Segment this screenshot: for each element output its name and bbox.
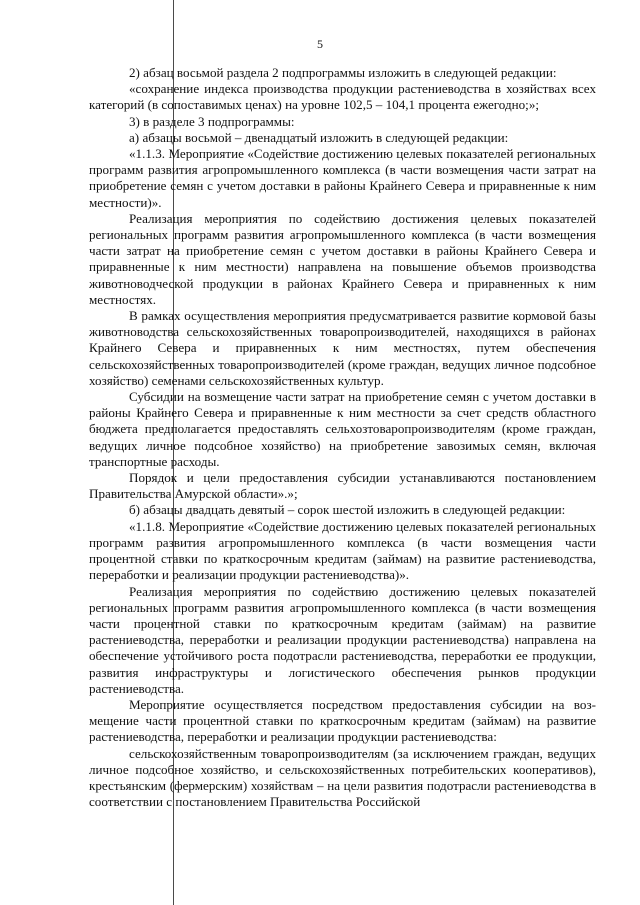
paragraph: а) абзацы восьмой – двенадцатый изложить в следующей редакции:	[129, 129, 509, 145]
paragraph: «1.1.3. Мероприятие «Содействие достижению целевых показателей региональных программ развития агропромышленного комплекса (в части возмещения части затрат на приобретение семян с учетом доставки в районы Крайнего Севера и приравненные к ним местности)».	[89, 146, 596, 210]
paragraph: б) абзацы двадцать девятый – сорок шестой изложить в следующей редакции:	[129, 502, 566, 518]
paragraph: Реализация мероприятия по содействию достижения целевых показателей региональных программ развития агропромышленного комплекса (в части возмещения части затрат на приобретение семян с учетом доставки в районы Крайнего Севера и приравненные к ним местности) направлена на повышение объемов производства животноводческой продукции в районах Крайнего Севера и приравненных к ним местностях.	[89, 210, 596, 307]
paragraph: 2) абзац восьмой раздела 2 подпрограммы изложить в следующей редакции:	[129, 65, 557, 80]
paragraph: Порядок и цели предоставления субсидии устанавливаются постановлением Правительства Амурской области».»;	[89, 470, 596, 502]
paragraph: Реализация мероприятия по содействию достижению целевых показателей региональных программ развития агропромышленного комплекса (в части возмещения части процентной ставки по краткосрочным кредитам (займам) на развитие растениеводства, переработки и реализации продукции растениеводства) направлена на обеспечение устойчивого роста подотрасли растениеводства, переработки ее продукции, развития инфраструктуры и логистического обеспечения рынков продукции растениеводства.	[89, 583, 596, 696]
page-number: 5	[317, 37, 323, 51]
paragraph: «сохранение индекса производства продукции растениеводства в хозяйствах всех категорий (в сопоставимых ценах) на уровне 102,5 – 104,1 процента ежегодно;»;	[89, 81, 596, 113]
paragraph: Мероприятие осуществляется посредством предоставления субсидии на возмещение части процентной ставки по краткосрочным кредитам (займам) на развитие растениеводства, переработки и реализации продукции растениеводства:	[89, 696, 596, 745]
paragraph: 3) в разделе 3 подпрограммы:	[129, 113, 295, 129]
paragraph: «1.1.8. Мероприятие «Содействие достижению целевых показателей региональных программ развития агропромышленного комплекса (в части возмещения части процентной ставки по краткосрочным кредитам (займам) на развитие растениеводства, переработки и реализации продукции растениеводства)».	[89, 518, 596, 583]
paragraph: Субсидии на возмещение части затрат на приобретение семян с учетом доставки в районы Крайнего Севера и приравненные к ним местности за счет средств областного бюджета предполагается предоставлять сельхозтоваропроизводителям (кроме граждан, ведущих личное подсобное хозяйство) на приобретение завозимых семян, включая транспортные расходы.	[89, 389, 596, 469]
paragraph: сельскохозяйственным товаропроизводителям (за исключением граждан, ведущих личное подсобное хозяйство, и сельскохозяйственных потребительских кооперативов), крестьянским (фермерским) хозяйствам – на цели развития подотрасли растениеводства в соответствии с постановлением Правительства Российской	[89, 745, 596, 810]
document-body	[89, 65, 596, 810]
paragraph: В рамках осуществления мероприятия предусматривается развитие кормовой базы животноводства сельскохозяйственных товаропроизводителей, находящихся в районах Крайнего Севера и приравненных к ним местностях, путем обеспечения сельскохозяйственных товаропроизводителей (кроме граждан, ведущих личное подсобное хозяйство) семенами сельскохозяйственных культур.	[89, 308, 596, 388]
